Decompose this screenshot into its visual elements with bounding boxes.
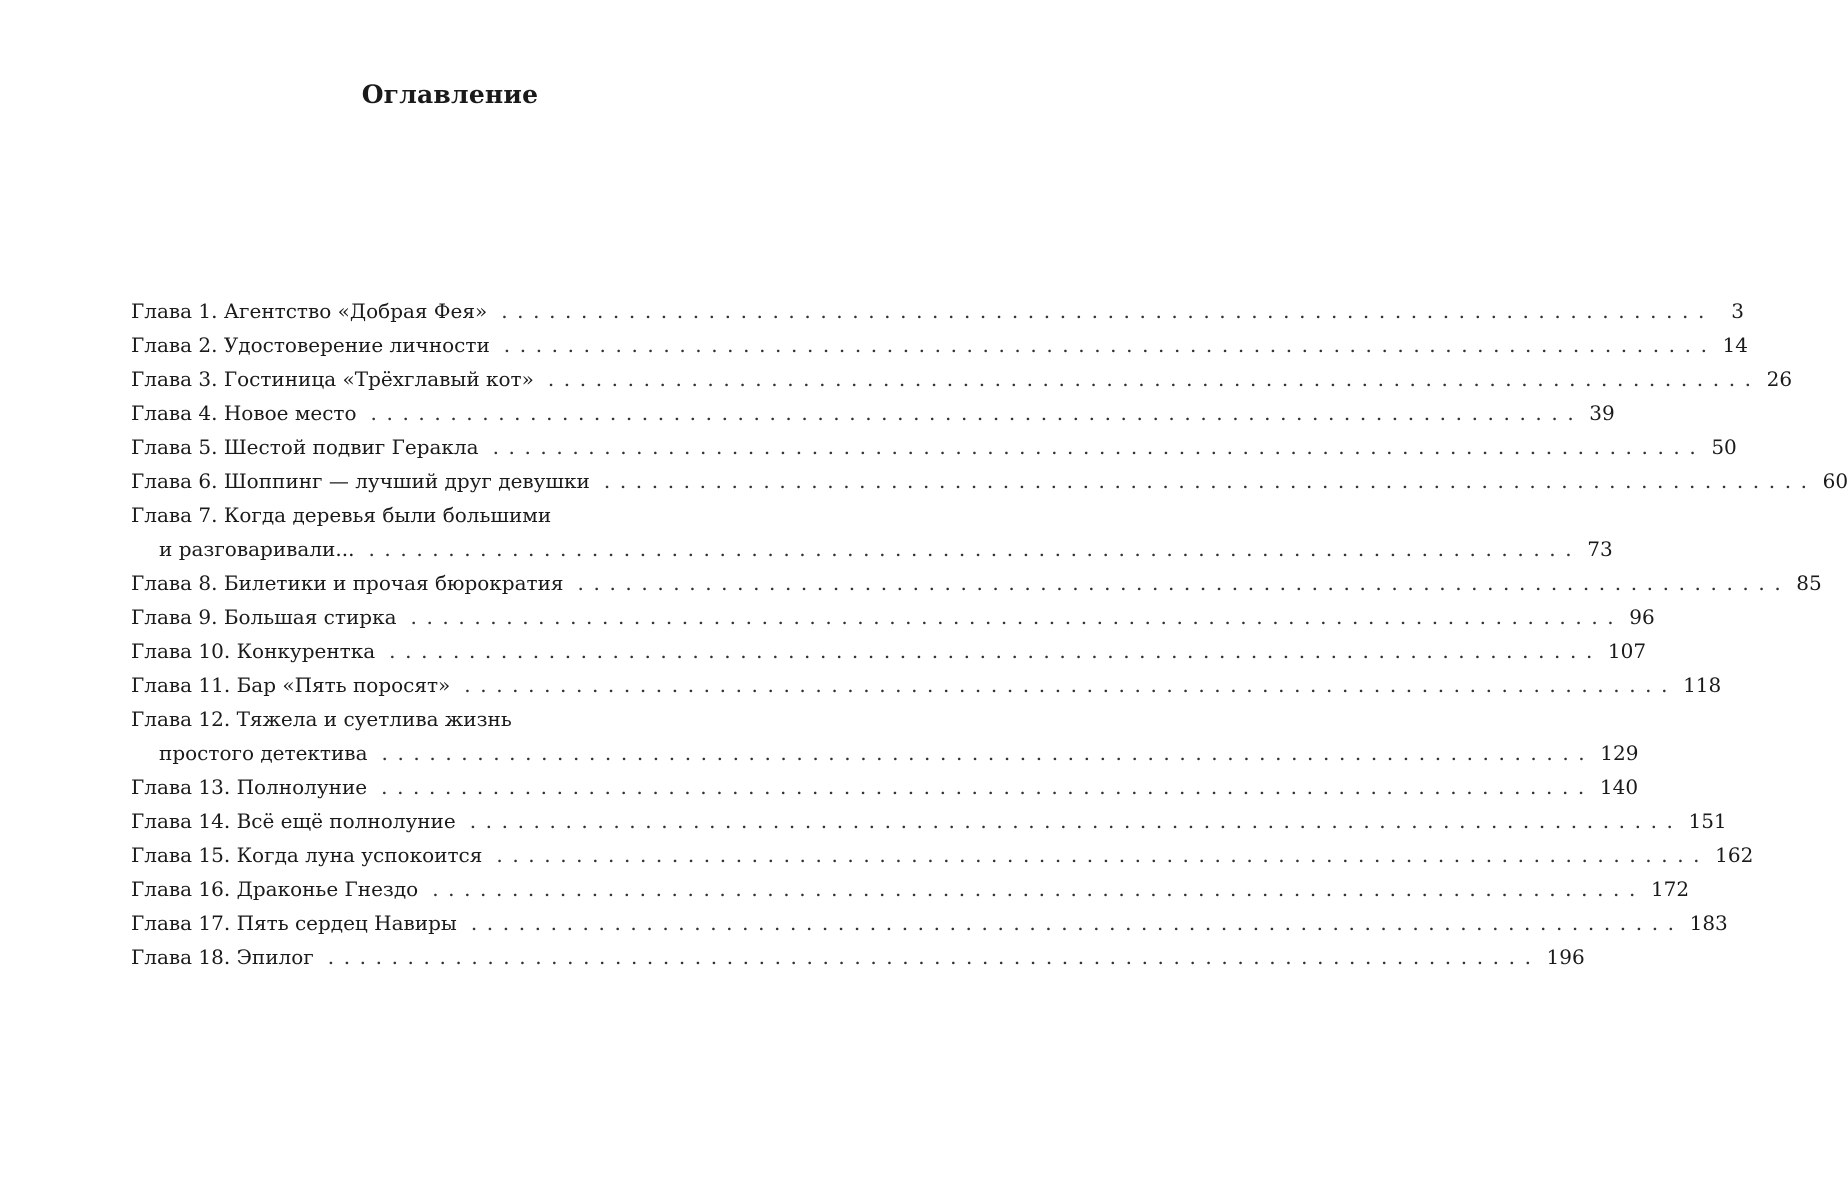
toc-entry-line — [131, 328, 1748, 362]
toc-entry[interactable] — [131, 294, 1744, 328]
toc-entry-title: Глава 3. Гостиница «Трёхглавый кот» — [131, 367, 534, 391]
toc-dot-leader: ............................................................................ — [381, 741, 1595, 765]
toc-entry-title: простого детектива — [159, 741, 368, 765]
toc-page-number: 129 — [1600, 741, 1639, 765]
toc-entry-line — [131, 906, 1728, 940]
toc-entry-line — [131, 430, 1737, 464]
toc-entry[interactable] — [131, 362, 1793, 396]
toc-entry-line — [131, 634, 1647, 668]
toc-entry-line — [131, 702, 770, 736]
toc-page-number: 26 — [1766, 367, 1793, 391]
toc-entry-line — [131, 770, 1639, 804]
toc-entry-line-continued — [131, 736, 1639, 770]
toc-entry-line — [131, 940, 1585, 974]
page-title: Оглавление — [361, 80, 539, 109]
toc-entry[interactable] — [131, 600, 1655, 634]
toc-dot-leader: ............................................................................ — [368, 537, 1582, 561]
toc-entry-line — [131, 396, 1615, 430]
toc-entry-title: Глава 12. Тяжела и суетлива жизнь — [131, 707, 512, 731]
toc-entry-title: Глава 16. Драконье Гнездо — [131, 877, 419, 901]
toc-entry-title: и разговаривали... — [159, 537, 355, 561]
toc-page-number: 151 — [1688, 809, 1727, 833]
toc-page-number: 107 — [1607, 639, 1647, 663]
toc-entry-line — [131, 668, 1722, 702]
toc-entry-line — [131, 362, 1793, 396]
toc-dot-leader: ............................................................................ — [577, 571, 1791, 595]
toc-dot-leader: ............................................................................ — [603, 469, 1817, 493]
toc-entry-title: Глава 5. Шестой подвиг Геракла — [131, 435, 479, 459]
toc-entry-title: Глава 8. Билетики и прочая бюрократия — [131, 571, 564, 595]
toc-entry[interactable] — [131, 430, 1737, 464]
toc-entry[interactable] — [131, 804, 1727, 838]
table-of-contents — [131, 294, 1848, 974]
toc-page-number: 96 — [1629, 605, 1655, 629]
toc-entry-title: Глава 4. Новое место — [131, 401, 357, 425]
toc-dot-leader: ............................................................................ — [470, 911, 1684, 935]
toc-entry-title: Глава 10. Конкурентка — [131, 639, 376, 663]
toc-page-number: 73 — [1587, 537, 1613, 561]
toc-dot-leader: ............................................................................ — [381, 775, 1594, 799]
toc-dot-leader: ............................................................................ — [547, 367, 1761, 391]
toc-dot-leader: ............................................................................ — [496, 843, 1710, 867]
toc-page-number: 140 — [1599, 775, 1639, 799]
toc-entry[interactable] — [131, 566, 1822, 600]
toc-entry[interactable] — [131, 838, 1754, 872]
toc-entry-title: Глава 14. Всё ещё полнолуние — [131, 809, 456, 833]
toc-dot-leader: ............................................................................ — [370, 401, 1584, 425]
toc-entry[interactable] — [131, 872, 1690, 906]
toc-entry[interactable] — [131, 498, 1613, 566]
toc-entry-line — [131, 498, 770, 532]
toc-entry-title: Глава 15. Когда луна успокоится — [131, 843, 483, 867]
toc-dot-leader: ............................................................................ — [464, 673, 1678, 697]
toc-page-number: 196 — [1546, 945, 1585, 969]
toc-entry-title: Глава 7. Когда деревья были большими — [131, 503, 552, 527]
toc-entry-title: Глава 17. Пять сердец Навиры — [131, 911, 457, 935]
toc-dot-leader: ............................................................................ — [503, 333, 1717, 357]
toc-entry-title: Глава 1. Агентство «Добрая Фея» — [131, 299, 488, 323]
toc-entry[interactable] — [131, 328, 1748, 362]
toc-entry-line — [131, 600, 1655, 634]
toc-entry[interactable] — [131, 906, 1728, 940]
toc-page-number: 39 — [1589, 401, 1615, 425]
toc-page-number: 183 — [1689, 911, 1728, 935]
toc-dot-leader: ............................................................................ — [501, 299, 1714, 323]
toc-entry-line — [131, 566, 1822, 600]
toc-dot-leader: ............................................................................ — [432, 877, 1645, 901]
toc-entry[interactable] — [131, 464, 1848, 498]
toc-entry-title: Глава 9. Большая стирка — [131, 605, 397, 629]
toc-dot-leader: ............................................................................ — [327, 945, 1541, 969]
toc-dot-leader: ............................................................................ — [410, 605, 1624, 629]
toc-page-number: 60 — [1822, 469, 1848, 493]
toc-dot-leader: ............................................................................ — [469, 809, 1683, 833]
toc-entry-line — [131, 464, 1848, 498]
toc-page-number: 118 — [1683, 673, 1722, 697]
toc-entry-title: Глава 2. Удостоверение личности — [131, 333, 490, 357]
toc-page-number: 85 — [1796, 571, 1822, 595]
toc-entry-title: Глава 13. Полнолуние — [131, 775, 368, 799]
toc-dot-leader: ............................................................................ — [389, 639, 1602, 663]
toc-entry-title: Глава 6. Шоппинг — лучший друг девушки — [131, 469, 590, 493]
toc-entry[interactable] — [131, 396, 1615, 430]
toc-entry-line — [131, 804, 1727, 838]
toc-entry[interactable] — [131, 702, 1639, 770]
toc-page-number: 172 — [1650, 877, 1690, 901]
toc-entry-line — [131, 294, 1744, 328]
toc-entry-line-continued — [131, 532, 1613, 566]
toc-entry[interactable] — [131, 634, 1647, 668]
toc-page-number: 14 — [1722, 333, 1748, 357]
toc-page-number: 3 — [1731, 299, 1744, 323]
toc-entry-line — [131, 838, 1754, 872]
toc-entry-title: Глава 18. Эпилог — [131, 945, 314, 969]
toc-entry-title: Глава 11. Бар «Пять поросят» — [131, 673, 451, 697]
toc-dot-leader: ............................................................................ — [492, 435, 1706, 459]
toc-page-number: 162 — [1715, 843, 1754, 867]
toc-page-number: 50 — [1711, 435, 1737, 459]
toc-entry[interactable] — [131, 940, 1585, 974]
toc-entry[interactable] — [131, 770, 1639, 804]
toc-entry-line — [131, 872, 1690, 906]
toc-entry[interactable] — [131, 668, 1722, 702]
